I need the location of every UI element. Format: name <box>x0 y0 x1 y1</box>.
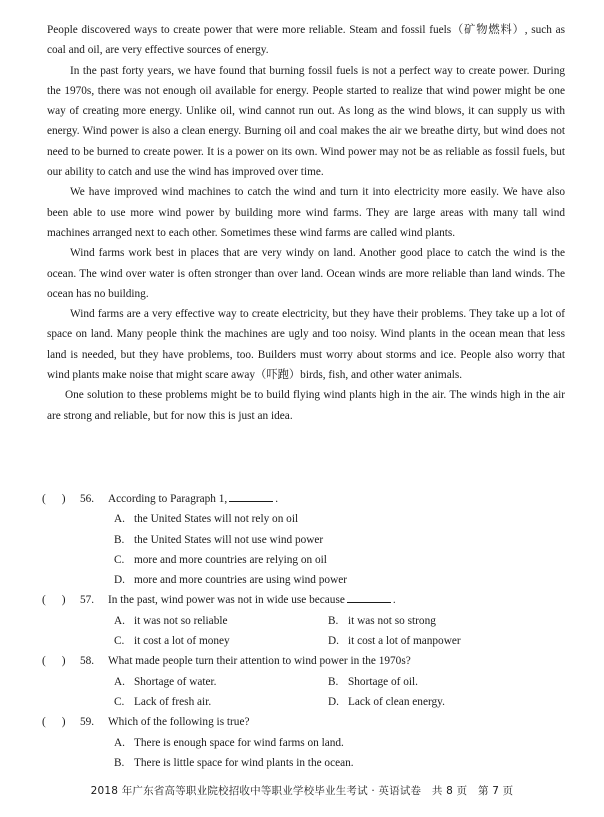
option-a: A. There is enough space for wind farms on land. <box>114 736 344 749</box>
option-row <box>38 753 568 773</box>
option-d: D. it cost a lot of manpower <box>328 635 461 648</box>
option-b: B. There is little space for wind plants in the ocean. <box>114 756 354 769</box>
option-row <box>38 611 568 631</box>
page-footer: 2018 年广东省高等职业院校招收中等职业学校毕业生考试 · 英语试卷 共 8 页 第 7 页 <box>90 785 514 797</box>
question-number: 56. <box>80 493 95 505</box>
option-b: B. it was not so strong <box>328 614 436 627</box>
option-b: B. Shortage of oil. <box>328 675 418 688</box>
option-row <box>38 530 568 550</box>
fill-blank-line <box>347 590 391 603</box>
option-row <box>38 692 568 712</box>
option-c: C. more and more countries are relying on oil <box>114 553 327 566</box>
question-stem: In the past, wind power was not in wide use because . <box>108 590 396 610</box>
option-d: D. more and more countries are using wind power <box>114 574 348 587</box>
question-number: 59. <box>80 716 95 729</box>
question-59 <box>38 712 568 732</box>
passage-paragraph-3: We have improved wind machines to catch the wind and turn it into electricity more easily. We have also been able to use more wind power by building more wind farms. They are large areas with many tall wind machines arranged next to each other. Sometimes these wind farms are called wind plants. <box>47 186 565 239</box>
question-list <box>38 489 568 773</box>
question-stem: What made people turn their attention to wind power in the 1970s? <box>108 655 411 668</box>
option-a: A. the United States will not rely on oil <box>114 513 299 526</box>
question-number: 58. <box>80 655 95 668</box>
answer-blank[interactable]: ( ) <box>42 655 66 668</box>
answer-blank[interactable]: ( ) <box>42 716 66 729</box>
question-56 <box>38 489 568 509</box>
option-row <box>38 733 568 753</box>
question-stem: Which of the following is true? <box>108 716 250 729</box>
question-stem: According to Paragraph 1, . <box>108 489 278 509</box>
option-a: A. Shortage of water. <box>114 675 217 688</box>
option-d: D. Lack of clean energy. <box>328 695 445 708</box>
reading-passage <box>47 20 565 426</box>
option-row <box>38 509 568 529</box>
option-b: B. the United States will not use wind power <box>114 533 324 546</box>
question-number: 57. <box>80 594 95 607</box>
option-a: A. it was not so reliable <box>114 614 228 627</box>
option-row <box>38 672 568 692</box>
option-row <box>38 631 568 651</box>
option-row <box>38 570 568 590</box>
passage-paragraph-1: People discovered ways to create power that were more reliable. Steam and fossil fuels（矿物燃料）, such as coal and oil, are very effective sources of energy. <box>47 24 565 57</box>
passage-paragraph-6: One solution to these problems might be to build flying wind plants high in the air. The winds high in the air are strong and reliable, but for now this is just an idea. <box>47 389 565 422</box>
option-c: C. Lack of fresh air. <box>114 695 212 708</box>
question-57 <box>38 590 568 610</box>
answer-blank[interactable]: ( ) <box>42 594 66 607</box>
option-row <box>38 550 568 570</box>
question-58 <box>38 651 568 671</box>
option-c: C. it cost a lot of money <box>114 635 230 648</box>
passage-paragraph-4: Wind farms work best in places that are very windy on land. Another good place to catch the wind is the ocean. The wind over water is often stronger than over land. Ocean winds are more reliable than land winds. The ocean has no building. <box>47 247 565 300</box>
fill-blank-line <box>229 489 273 502</box>
passage-paragraph-2: In the past forty years, we have found that burning fossil fuels is not a perfect way to create power. During the 1970s, there was not enough oil available for energy. People started to realize that wind power might be one way of creating more energy. Unlike oil, wind cannot run out. As long as the wind blows, it can supply us with energy. Wind power is also a clean energy. Burning oil and coal makes the air we breathe dirty, but wind does not need to be burned to create power. It is a power on its own. Wind power may not be as reliable as fossil fuels, but our ability to catch and use the wind has improved over time. <box>47 64 565 179</box>
passage-paragraph-5: Wind farms are a very effective way to create electricity, but they have their problems. They take up a lot of space on land. Many people think the machines are ugly and too noisy. Wind plants in the ocean mean that less land is needed, but they have problems, too. Builders must worry about storms and ice. People also worry that wind plants make noise that might scare away（吓跑）birds, fish, and other water animals. <box>47 308 565 382</box>
answer-blank[interactable]: ( ) <box>42 493 66 505</box>
